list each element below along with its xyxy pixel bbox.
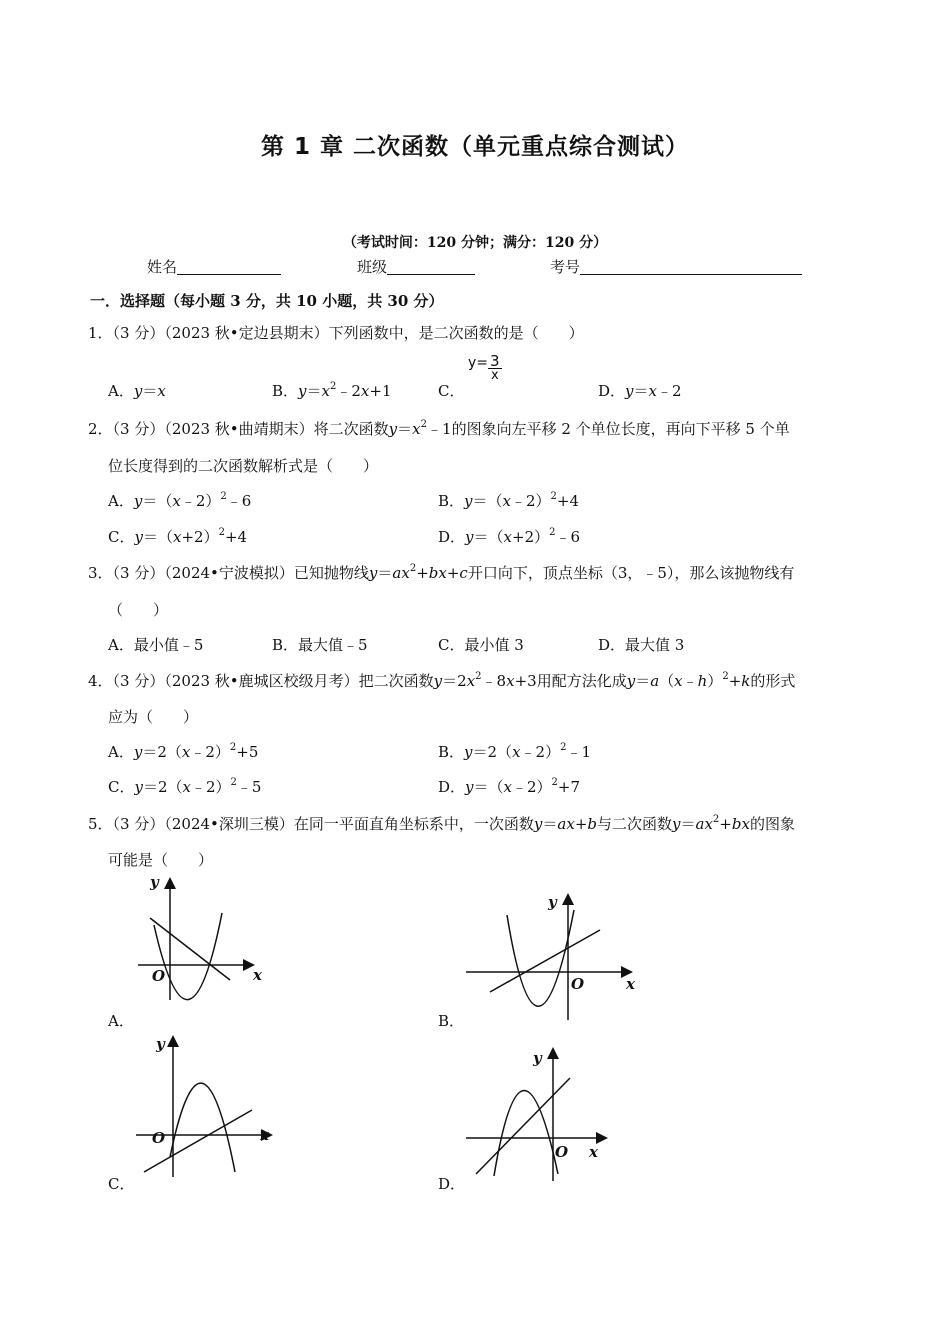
question-3-stem: 3．（3 分）（2024•宁波模拟）已知抛物线$y=ax^2+bx+c$开口向下，顶点坐标（3，﹣5），那么该抛物线有 [88,563,795,582]
question-5-stem: 5．（3 分）（2024•深圳三模）在同一平面直角坐标系中，一次函数y＝ax+b与二次函数$y=ax^2+bx$的图象 [88,814,795,833]
name-label: 姓名 [147,258,178,276]
graph-b-option-label[interactable]: B． [438,1012,465,1030]
graph-a-parabola [154,913,222,1000]
section-heading: 一．选择题（每小题 3 分，共 10 小题，共 30 分） [90,292,444,310]
graph-a-y-label: y [150,873,159,891]
name-blank[interactable] [177,259,281,275]
graph-c-option-label[interactable]: C． [108,1175,135,1193]
question-4-option-b[interactable]: B．y＝2（x﹣2）$^2$﹣1 [438,742,591,761]
graph-a-option-label[interactable]: A． [108,1012,134,1030]
graph-a [132,870,272,1010]
graph-c-parabola [170,1083,235,1172]
graph-b-y-label: y [548,893,557,911]
graph-d-parabola [494,1090,558,1176]
question-4-option-d[interactable]: D．y＝（x﹣2）$^2$+7 [438,777,581,796]
graph-c [132,1032,282,1182]
number-label: 考号 [550,258,581,276]
question-2-stem: 2．（3 分）（2023 秋•曲靖期末）将二次函数$y=x^2﹣1$的图象向左平移 2 个单位长度，再向下平移 5 个单 [88,419,790,438]
class-field [357,256,475,277]
graph-b-parabola [507,910,574,1006]
graph-c-x-label: x [260,1126,269,1144]
graph-a-origin-label: O [152,967,166,985]
number-field [550,256,802,277]
question-5-stem-line2: 可能是（ ） [108,851,214,869]
question-4-option-a[interactable]: A．y＝2（x﹣2）$^2$+5 [108,742,259,761]
question-3-option-c[interactable]: C．最小值 3 [438,636,524,654]
graph-d-y-label: y [533,1049,542,1067]
exam-info: （考试时间：120 分钟；满分：120 分） [342,235,608,251]
page-title: 第 1 章 二次函数（单元重点综合测试） [260,134,690,160]
graph-b-origin-label: O [571,975,585,993]
question-1-stem: 1．（3 分）（2023 秋•定边县期末）下列函数中，是二次函数的是（ ） [88,324,584,342]
question-4-stem-line2: 应为（ ） [108,708,199,726]
question-2-stem-line2: 位长度得到的二次函数解析式是（ ） [108,457,379,475]
graph-d [462,1046,632,1186]
graph-c-y-label: y [156,1035,165,1053]
question-2-option-c[interactable]: C．$y=(x+2)^2+4$ [108,527,248,546]
graph-d-x-label: x [589,1143,598,1161]
question-4-option-c[interactable]: C．y＝2（x﹣2）$^2$﹣5 [108,777,262,796]
graph-b-x-label: x [626,975,635,993]
class-label: 班级 [357,258,388,276]
question-3-stem-line2: （ ） [108,601,169,619]
graph-b [462,890,642,1030]
question-3-option-a[interactable]: A．最小值﹣5 [108,636,204,654]
question-1-option-b[interactable]: B．$y=x^2﹣2x+1$ [272,381,392,400]
question-4-stem: 4．（3 分）（2023 秋•鹿城区校级月考）把二次函数$y=2x^2﹣8x+3$用配方法化成y＝a（x﹣h）$^2$+k的形式 [88,671,796,690]
name-field [147,256,281,277]
question-2-option-a[interactable]: A．y＝（x﹣2）$^2$﹣6 [108,491,252,510]
question-1-option-c-fraction: y= $\frac{3}{x}$ [468,352,500,383]
question-2-option-d[interactable]: D．$y=(x+2)^2﹣6$ [438,527,581,546]
question-1-option-d[interactable]: D．y＝x﹣2 [598,382,682,400]
question-1-option-a[interactable]: A．y＝x [108,382,166,400]
question-2-option-b[interactable]: B．y＝（x﹣2）$^2$+4 [438,491,580,510]
number-blank[interactable] [580,259,802,275]
class-blank[interactable] [387,259,475,275]
question-3-option-b[interactable]: B．最大值﹣5 [272,636,368,654]
question-1-option-c[interactable]: C． [438,382,465,400]
graph-c-origin-label: O [152,1129,166,1147]
graph-a-x-label: x [253,966,262,984]
graph-d-option-label[interactable]: D． [438,1175,466,1193]
graph-d-origin-label: O [555,1143,569,1161]
question-3-option-d[interactable]: D．最大值 3 [598,636,685,654]
